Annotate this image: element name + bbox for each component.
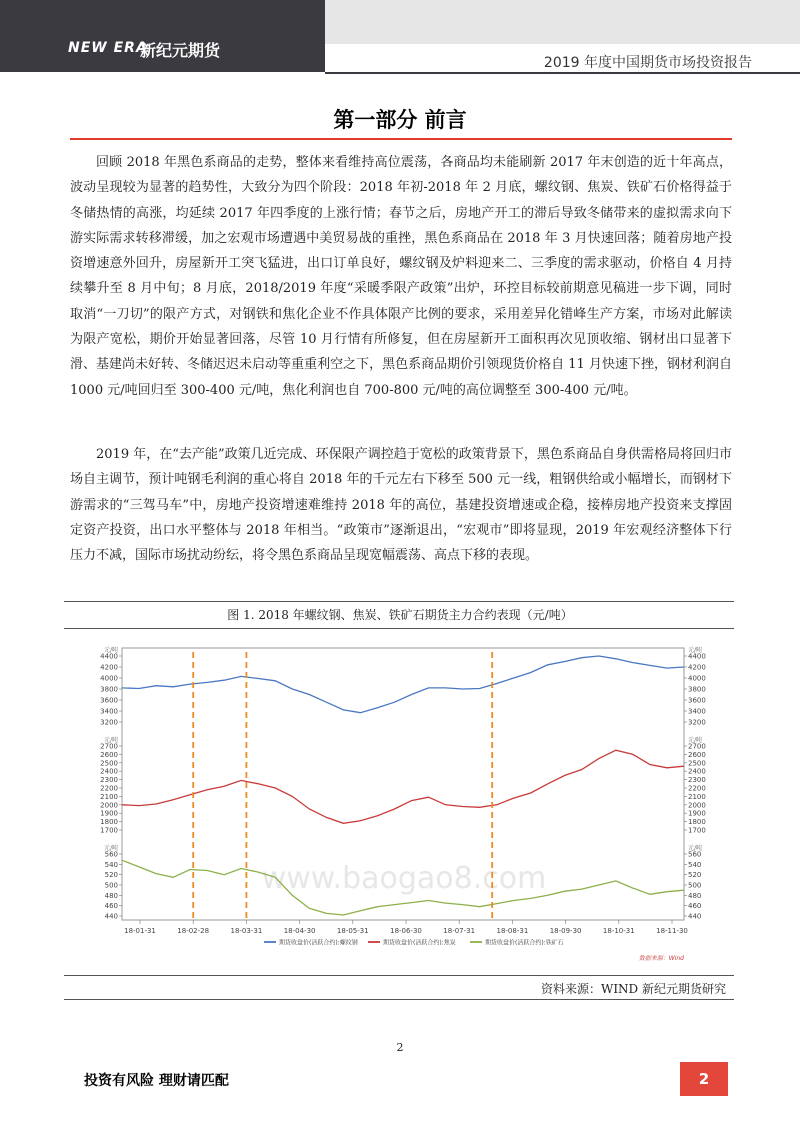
y-tick-label-left: 2700: [100, 742, 118, 751]
y-tick-label-left: 3200: [100, 718, 118, 727]
paragraph-1: 回顾 2018 年黑色系商品的走势，整体来看维持高位震荡，各商品均未能刷新 2017 年末创造的近十年高点，波动呈现较为显著的趋势性，大致分为四个阶段：2018 年初-2018 年 2 月底，螺纹钢、焦炭、铁矿石价格得益于冬储热情的高涨，均延续 2017 年四季度的上涨行情；春节之后，房地产开工的滞后导致冬储带来的虚拟需求向下游实际需求转移滞缓，加之宏观市场遭遇中美贸易战的重挫，黑色系商品在 2018 年 3 月快速回落；随着房地产投资增速意外回升，房屋新开工突飞猛进，出口订单良好，螺纹钢及炉料迎来二、三季度的需求驱动，价格自 4 月持续攀升至 8 月中旬；8 月底，2018/2019 年度“采暖季限产政策”出炉，环控目标较前期意见稿进一步下调，同时取消“一刀切”的限产方式，对钢铁和焦化企业不作具体限产比例的要求，采用差异化错峰生产方案，市场对此解读为限产宽松，期价开始显著回落，尽管 10 月行情有所修复，但在房屋新开工面积再次见顶收缩、钢材出口显著下滑、基建尚未好转、冬储迟迟未启动等重重利空之下，黑色系商品期价引领现货价格自 11 月快速下挫，钢材利润自 1000 元/吨回归至 300-400 元/吨，焦化利润也自 700-800 元/吨的高位调整至 300-400 元/吨。: [70, 155, 732, 398]
y-tick-label-right: 2200: [688, 784, 706, 793]
unit-label-right: 元/吨: [688, 737, 703, 744]
y-tick-label-left: 1900: [100, 809, 118, 818]
y-tick-label-left: 3800: [100, 685, 118, 694]
section-title: 第一部分 前言: [333, 108, 467, 132]
paragraph-2: 2019 年，在“去产能”政策几近完成、环保限产调控趋于宽松的政策背景下，黑色系商品自身供需格局将回归市场自主调节，预计吨钢毛利润的重心将自 2018 年的千元左右下移至 500 元一线，粗钢供给或小幅增长，而钢材下游需求的“三驾马车”中，房地产投资增速难维持 2018 年的高位，基建投资增速或企稳，接棒房地产投资来支撑固定资产投资，出口水平整体与 2018 年相当。“政策市”逐渐退出，“宏观市”即将显现，2019 年宏观经济整体下行压力不减，国际市场扰动纷纭，将令黑色系商品呈现宽幅震荡、高点下移的表现。: [70, 447, 732, 564]
y-tick-label-right: 4200: [688, 663, 706, 672]
y-tick-label-left: 4400: [100, 652, 118, 661]
y-tick-label-right: 3400: [688, 707, 706, 716]
caption-rule: [64, 628, 734, 629]
y-tick-label-right: 2600: [688, 750, 706, 759]
y-tick-label-left: 520: [104, 871, 118, 880]
y-tick-label-left: 560: [104, 850, 118, 859]
y-tick-label-left: 2600: [100, 750, 118, 759]
source-rule: [64, 999, 734, 1000]
legend-label: 期货收盘价(活跃合约):焦炭: [383, 939, 456, 947]
title-underline: [70, 138, 732, 140]
x-tick-label: 18-01-31: [124, 927, 156, 935]
y-tick-label-right: 520: [688, 871, 702, 880]
x-tick-label: 18-09-30: [549, 927, 582, 935]
risk-notice: 投资有风险 理财请匹配: [84, 1073, 229, 1089]
chart-credit: 数据来源：Wind: [638, 955, 684, 962]
y-tick-label-right: 4000: [688, 674, 706, 683]
x-tick-label: 18-02-28: [177, 927, 210, 935]
y-tick-label-right: 1900: [688, 809, 706, 818]
header-light-block: [325, 0, 800, 44]
y-tick-label-left: 1700: [100, 826, 118, 835]
page-badge: 2: [680, 1062, 728, 1096]
y-tick-label-left: 2300: [100, 776, 118, 785]
x-tick-label: 18-07-31: [443, 927, 476, 935]
report-title: 2019 年度中国期货市场投资报告: [543, 55, 752, 71]
x-tick-label: 18-11-30: [656, 927, 688, 935]
series-line-螺纹钢: [122, 656, 684, 713]
y-tick-label-right: 3800: [688, 685, 706, 694]
x-tick-label: 18-08-31: [496, 927, 529, 935]
y-tick-label-left: 2500: [100, 759, 118, 768]
y-tick-label-right: 560: [688, 850, 702, 859]
legend-label: 期货收盘价(活跃合约):铁矿石: [485, 939, 564, 947]
legend-label: 期货收盘价(活跃合约):螺纹钢: [279, 939, 358, 947]
y-tick-label-right: 2000: [688, 801, 706, 810]
y-tick-label-left: 4000: [100, 674, 118, 683]
unit-label-right: 元/吨: [688, 647, 703, 654]
header-dark-block: [0, 0, 325, 72]
figure-bottom-rule: [64, 975, 734, 976]
y-tick-label-right: 3600: [688, 696, 706, 705]
y-tick-label-right: 500: [688, 881, 702, 890]
y-tick-label-right: 2500: [688, 759, 706, 768]
y-tick-label-right: 2400: [688, 767, 706, 776]
watermark: www.baogao8.com: [261, 861, 547, 896]
x-tick-label: 18-10-31: [602, 927, 635, 935]
y-tick-label-left: 4200: [100, 663, 118, 672]
y-tick-label-left: 460: [104, 902, 118, 911]
y-tick-label-left: 2200: [100, 784, 118, 793]
page-number: 2: [396, 1041, 404, 1054]
unit-label-left: 元/吨: [103, 647, 118, 654]
y-tick-label-right: 1700: [688, 826, 706, 835]
y-tick-label-left: 480: [104, 891, 118, 900]
unit-label-left: 元/吨: [103, 845, 118, 852]
x-tick-label: 18-06-30: [390, 927, 422, 935]
y-tick-label-left: 3600: [100, 696, 118, 705]
x-tick-label: 18-05-31: [336, 927, 369, 935]
figure-top-rule: [64, 601, 734, 602]
header-rule: [325, 72, 800, 74]
y-tick-label-right: 4400: [688, 652, 706, 661]
y-tick-label-left: 1800: [100, 818, 118, 827]
y-tick-label-right: 440: [688, 912, 702, 921]
y-tick-label-right: 3200: [688, 718, 706, 727]
x-tick-label: 18-04-30: [283, 927, 316, 935]
y-tick-label-left: 2000: [100, 801, 118, 810]
y-tick-label-left: 440: [104, 912, 118, 921]
figure-caption: 图 1. 2018 年螺纹钢、焦炭、铁矿石期货主力合约表现（元/吨）: [227, 608, 573, 622]
unit-label-left: 元/吨: [103, 737, 118, 744]
y-tick-label-right: 2100: [688, 792, 706, 801]
logo-text-en: NEW ERA: [68, 40, 148, 56]
y-tick-label-right: 2300: [688, 776, 706, 785]
y-tick-label-left: 500: [104, 881, 118, 890]
y-tick-label-right: 480: [688, 891, 702, 900]
header-bar: [0, 0, 800, 78]
unit-label-right: 元/吨: [688, 845, 703, 852]
y-tick-label-left: 2100: [100, 792, 118, 801]
y-tick-label-right: 540: [688, 860, 702, 869]
y-tick-label-left: 2400: [100, 767, 118, 776]
series-line-焦炭: [122, 750, 684, 823]
logo-text-cn: 新纪元期货: [140, 41, 221, 60]
y-tick-label-right: 460: [688, 902, 702, 911]
y-tick-label-right: 1800: [688, 818, 706, 827]
y-tick-label-right: 2700: [688, 742, 706, 751]
futures-chart: [92, 642, 716, 968]
x-tick-label: 18-03-31: [230, 927, 263, 935]
figure-source: 资料来源：WIND 新纪元期货研究: [540, 982, 726, 996]
y-tick-label-left: 3400: [100, 707, 118, 716]
y-tick-label-left: 540: [104, 860, 118, 869]
